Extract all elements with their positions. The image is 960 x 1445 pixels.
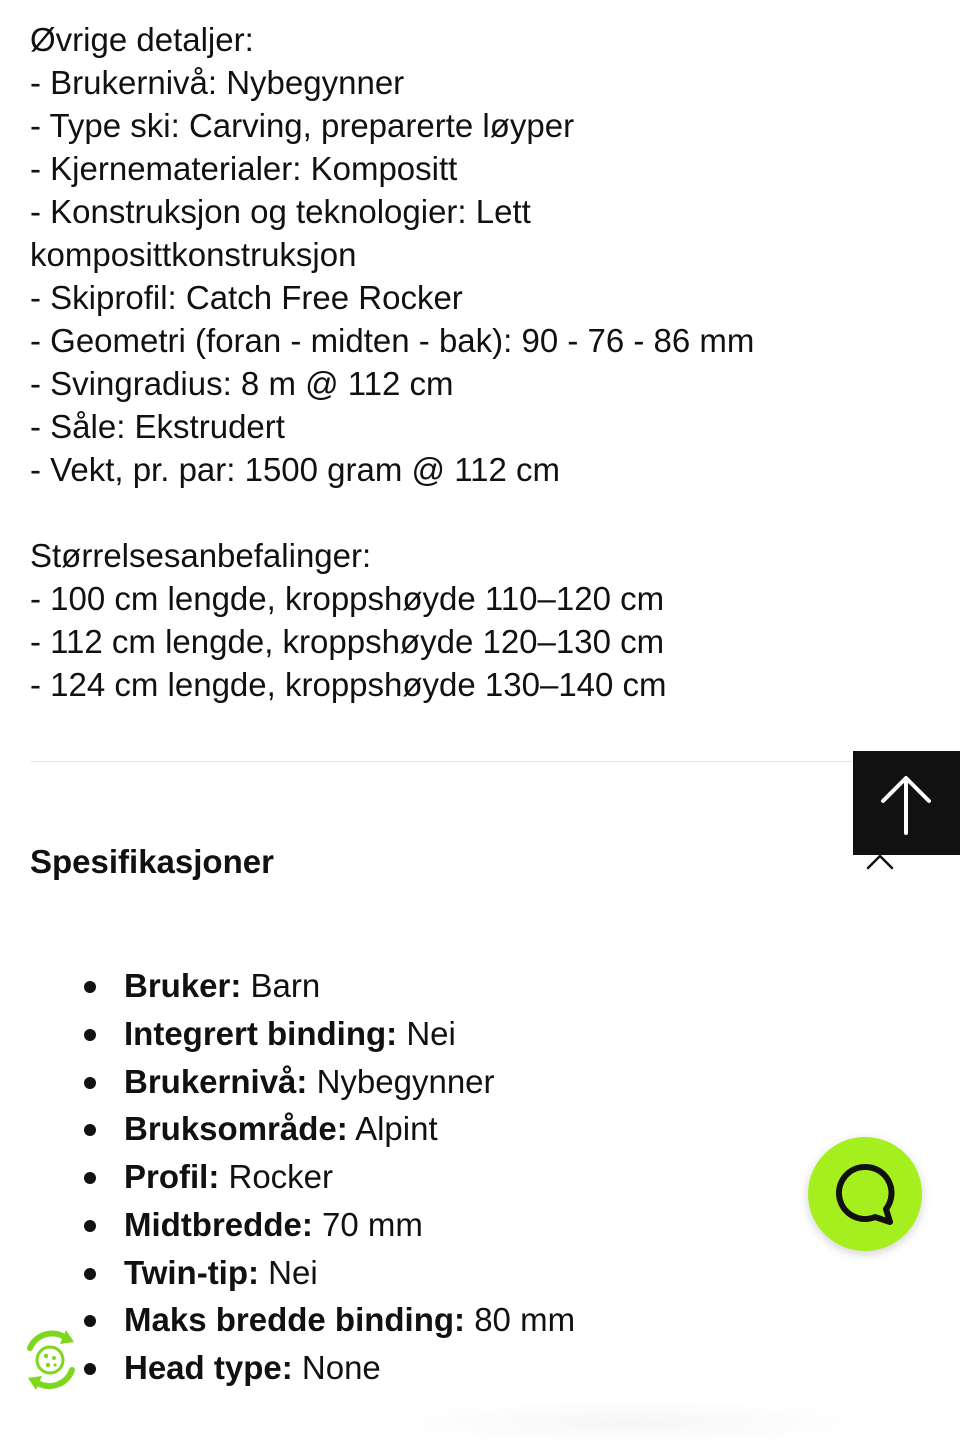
product-details xyxy=(30,18,850,706)
spec-item-midtbredde xyxy=(0,1201,575,1249)
spec-value: Barn xyxy=(250,967,321,1004)
size-recommendations-heading: Størrelsesanbefalinger: xyxy=(30,537,372,574)
spec-label: Midtbredde: xyxy=(124,1205,313,1243)
specifications-title: Spesifikasjoner xyxy=(30,843,274,880)
bullet xyxy=(84,1268,96,1280)
cookie-settings-button[interactable] xyxy=(16,1326,84,1394)
spec-value: Nei xyxy=(406,1014,456,1052)
size-recommendation-line: - 124 cm lengde, kroppshøyde 130–140 cm xyxy=(30,666,667,703)
details-line: Øvrige detaljer: xyxy=(30,21,254,58)
bullet xyxy=(84,1315,96,1327)
spec-item-maks-bredde-binding xyxy=(0,1296,575,1344)
details-line: - Svingradius: 8 m @ 112 cm xyxy=(30,365,454,402)
bullet xyxy=(84,1220,96,1232)
spec-item-bruksomrade xyxy=(0,1105,575,1153)
chat-bubble-icon xyxy=(808,1137,922,1251)
spec-value: Nybegynner xyxy=(316,1062,495,1100)
bullet xyxy=(84,981,96,993)
bullet xyxy=(84,1363,96,1375)
paragraph-gap xyxy=(30,491,850,534)
cookie-settings-icon xyxy=(16,1326,84,1394)
spec-label: Twin-tip: xyxy=(124,1253,259,1291)
bullet xyxy=(84,1124,96,1136)
details-line: - Type ski: Carving, preparerte løyper xyxy=(30,107,575,144)
bullet xyxy=(84,1172,96,1184)
spec-value: None xyxy=(301,1349,381,1386)
spec-label: Profil: xyxy=(124,1158,220,1195)
spec-label: Brukernivå: xyxy=(124,1062,308,1100)
details-line: - Kjernematerialer: Kompositt xyxy=(30,150,458,187)
details-line: - Såle: Ekstrudert xyxy=(30,408,285,445)
details-line: - Skiprofil: Catch Free Rocker xyxy=(30,279,463,316)
spec-value: 70 mm xyxy=(322,1205,423,1243)
spec-value: Rocker xyxy=(228,1158,334,1195)
chat-button[interactable] xyxy=(808,1137,922,1251)
spec-label: Bruksområde: xyxy=(124,1110,348,1148)
section-divider xyxy=(30,761,852,762)
spec-label: Integrert binding: xyxy=(124,1014,398,1052)
bullet xyxy=(84,1029,96,1041)
spec-item-twin-tip xyxy=(0,1249,575,1297)
size-recommendation-line: - 112 cm lengde, kroppshøyde 120–130 cm xyxy=(30,623,665,660)
spec-value: Nei xyxy=(268,1253,318,1291)
spec-value: Alpint xyxy=(355,1110,438,1148)
spec-item-head-type xyxy=(0,1344,575,1392)
bullet xyxy=(84,1077,96,1089)
spec-label: Head type: xyxy=(124,1349,293,1386)
spec-item-integrert-binding xyxy=(0,1010,575,1058)
bottom-fade xyxy=(380,1400,880,1445)
spec-item-brukerniva xyxy=(0,1058,575,1106)
arrow-up-icon xyxy=(853,751,960,855)
specifications-list xyxy=(0,962,575,1392)
details-line: - Brukernivå: Nybegynner xyxy=(30,64,405,101)
spec-item-bruker xyxy=(0,962,575,1010)
size-recommendation-line: - 100 cm lengde, kroppshøyde 110–120 cm xyxy=(30,580,665,617)
spec-value: 80 mm xyxy=(474,1301,576,1339)
details-line: komposittkonstruksjon xyxy=(30,236,357,273)
scroll-to-top-button[interactable] xyxy=(853,751,960,855)
spec-label: Maks bredde binding: xyxy=(124,1301,466,1339)
details-line: - Geometri (foran - midten - bak): 90 - 76 - 86 mm xyxy=(30,322,755,359)
specifications-accordion-header[interactable] xyxy=(30,840,910,888)
spec-label: Bruker: xyxy=(124,967,242,1004)
spec-item-profil xyxy=(0,1153,575,1201)
details-line: - Konstruksjon og teknologier: Lett xyxy=(30,193,531,230)
details-line: - Vekt, pr. par: 1500 gram @ 112 cm xyxy=(30,451,560,488)
